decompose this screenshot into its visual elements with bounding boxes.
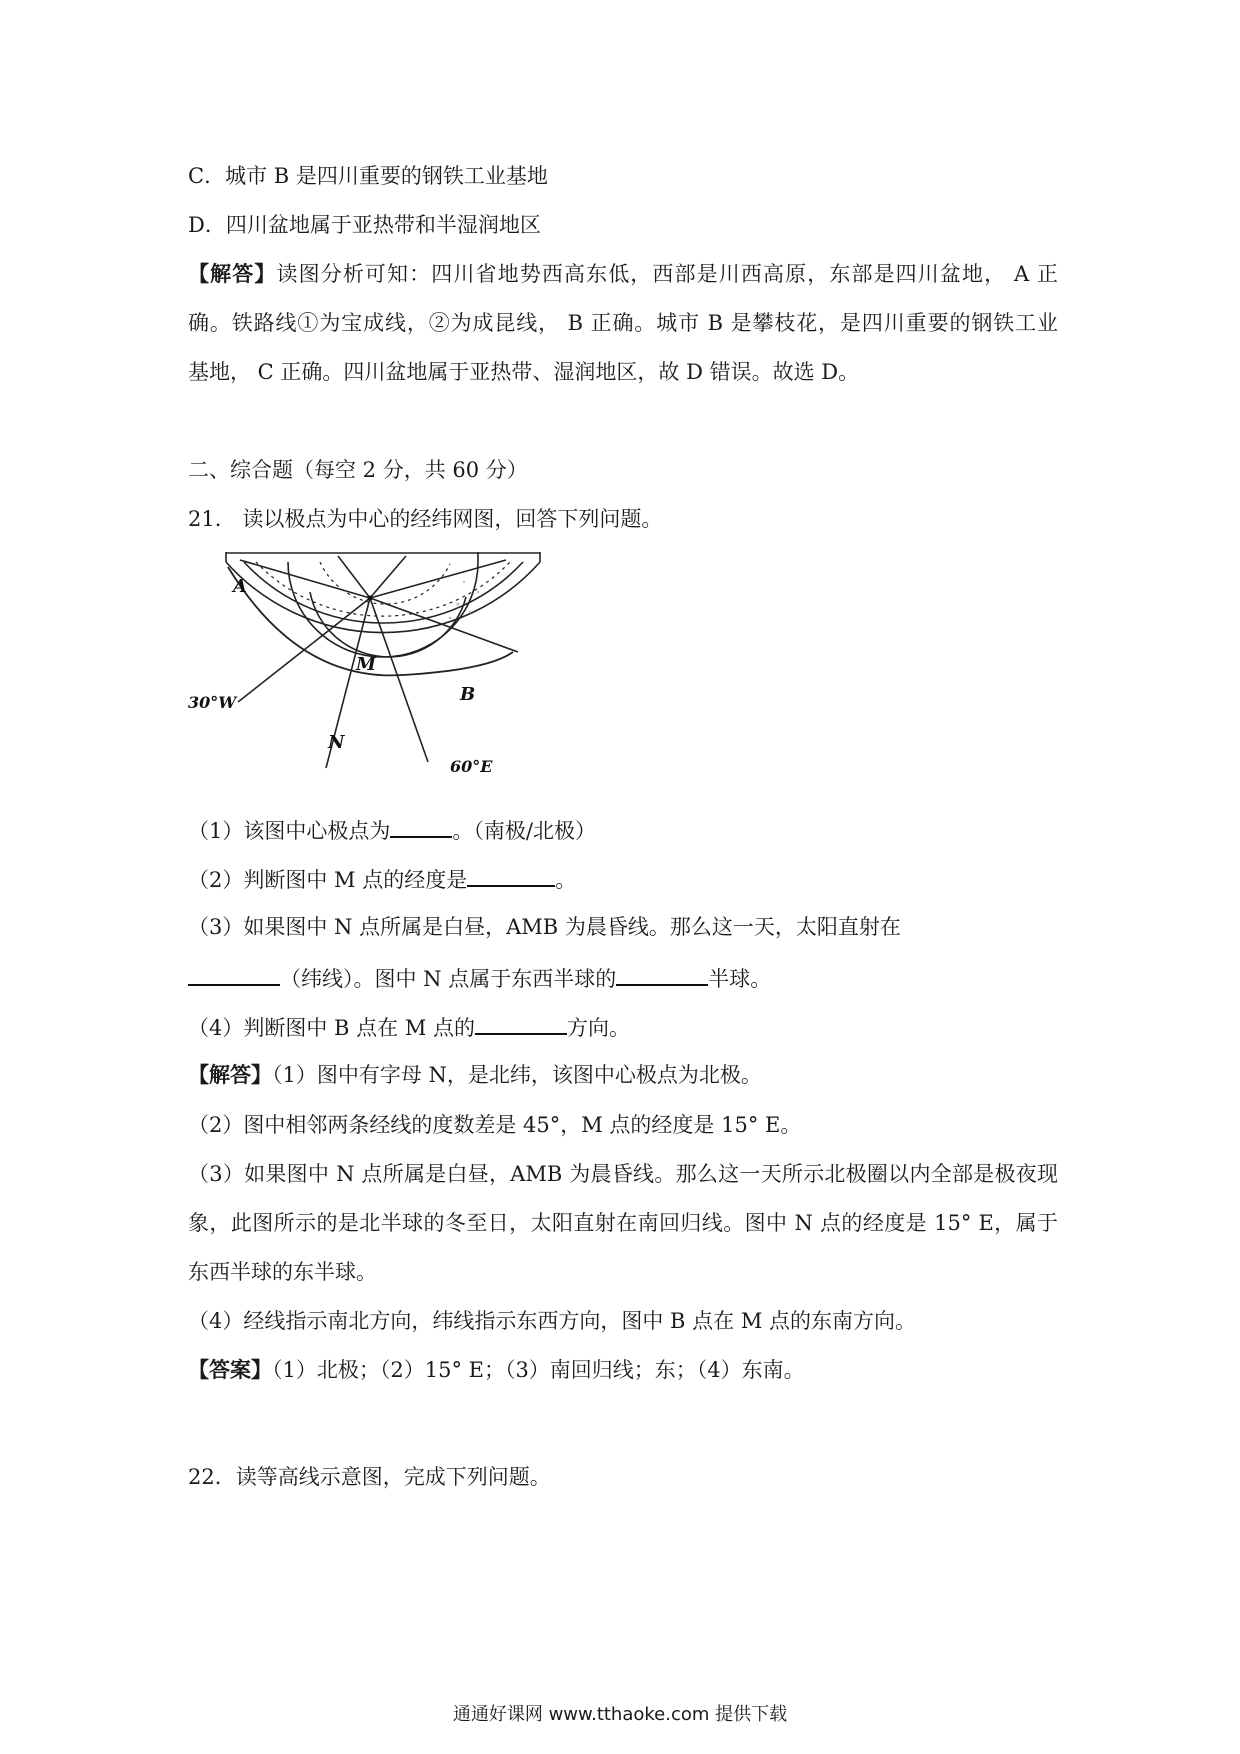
solution-line-3: 基地， C 正确。四川盆地属于亚热带、湿润地区，故 D 错误。故选 D。 xyxy=(188,360,860,384)
q21-sub3-line1: （3）如果图中 N 点所属是白昼，AMB 为晨昏线。那么这一天，太阳直射在 xyxy=(188,915,901,939)
label-m: M xyxy=(356,654,376,675)
answer-blank-1[interactable] xyxy=(390,814,452,838)
q21-sub3-line2: （纬线）。图中 N 点属于东西半球的 半球。 xyxy=(188,962,771,994)
q21-stem: 21. 读以极点为中心的经纬网图，回答下列问题。 xyxy=(188,507,663,531)
solution-label: 【解答】 xyxy=(188,1062,272,1087)
solution-line-1: 读图分析可知：四川省地势西高东低，西部是川西高原，东部是四川盆地， A 正 xyxy=(276,262,1059,286)
outer-frame xyxy=(226,552,540,562)
solution-label: 【解答】 xyxy=(188,261,277,286)
answer-blank-5[interactable] xyxy=(475,1011,567,1035)
latitude-circle-outer xyxy=(244,562,523,623)
q21-sub2: （2）判断图中 M 点的经度是 。 xyxy=(188,863,576,895)
q21-answer: 【答案】（1）北极；（2）15° E；（3）南回归线；东；（4）东南。 xyxy=(188,1357,805,1382)
outer-circle xyxy=(226,562,540,633)
section-title: 二、综合题（每空 2 分，共 60 分） xyxy=(188,458,528,482)
label-30w: 30°W xyxy=(188,693,237,712)
answer-blank-2[interactable] xyxy=(467,863,555,887)
label-b: B xyxy=(460,684,476,705)
q21-solution-1: 【解答】（1）图中有字母 N，是北纬，该图中心极点为北极。 xyxy=(188,1062,762,1087)
q21-solution-3: （3）如果图中 N 点所属是白昼，AMB 为晨昏线。那么这一天所示北极圈以内全部是极夜现 象，此图所示的是北半球的冬至日，太阳直射在南回归线。图中 N 点的经度是 15° E，属于 东西半球的东半球。 xyxy=(188,1162,1058,1284)
answer-blank-3[interactable] xyxy=(188,962,280,986)
meridians xyxy=(238,556,518,768)
q21-solution-4: （4）经线指示南北方向，纬线指示东西方向，图中 B 点在 M 点的东南方向。 xyxy=(188,1309,916,1333)
q20-solution xyxy=(188,249,1058,397)
q21-sub4: （4）判断图中 B 点在 M 点的 方向。 xyxy=(188,1011,630,1043)
option-c: C．城市 B 是四川重要的钢铁工业基地 xyxy=(188,164,548,188)
latitude-circle-dotted-inner xyxy=(320,562,450,604)
label-60e: 60°E xyxy=(450,757,493,774)
solution-line-2: 确。铁路线①为宝成线，②为成昆线， B 正确。城市 B 是攀枝花，是四川重要的钢铁工业 xyxy=(188,311,1058,335)
label-a: A xyxy=(233,576,247,597)
polar-graticule-figure xyxy=(188,552,568,774)
q21-solution-2: （2）图中相邻两条经线的度数差是 45°，M 点的经度是 15° E。 xyxy=(188,1113,802,1137)
page-footer: 通通好课网 www.tthaoke.com 提供下载 xyxy=(452,1704,788,1725)
label-n: N xyxy=(328,732,345,753)
option-d: D．四川盆地属于亚热带和半湿润地区 xyxy=(188,213,541,237)
pole-point xyxy=(368,596,373,601)
q22-stem: 22．读等高线示意图，完成下列问题。 xyxy=(188,1465,551,1489)
answer-blank-4[interactable] xyxy=(616,962,708,986)
q21-sub1: （1）该图中心极点为 。（南极/北极） xyxy=(188,814,596,846)
answer-label: 【答案】 xyxy=(188,1357,272,1382)
